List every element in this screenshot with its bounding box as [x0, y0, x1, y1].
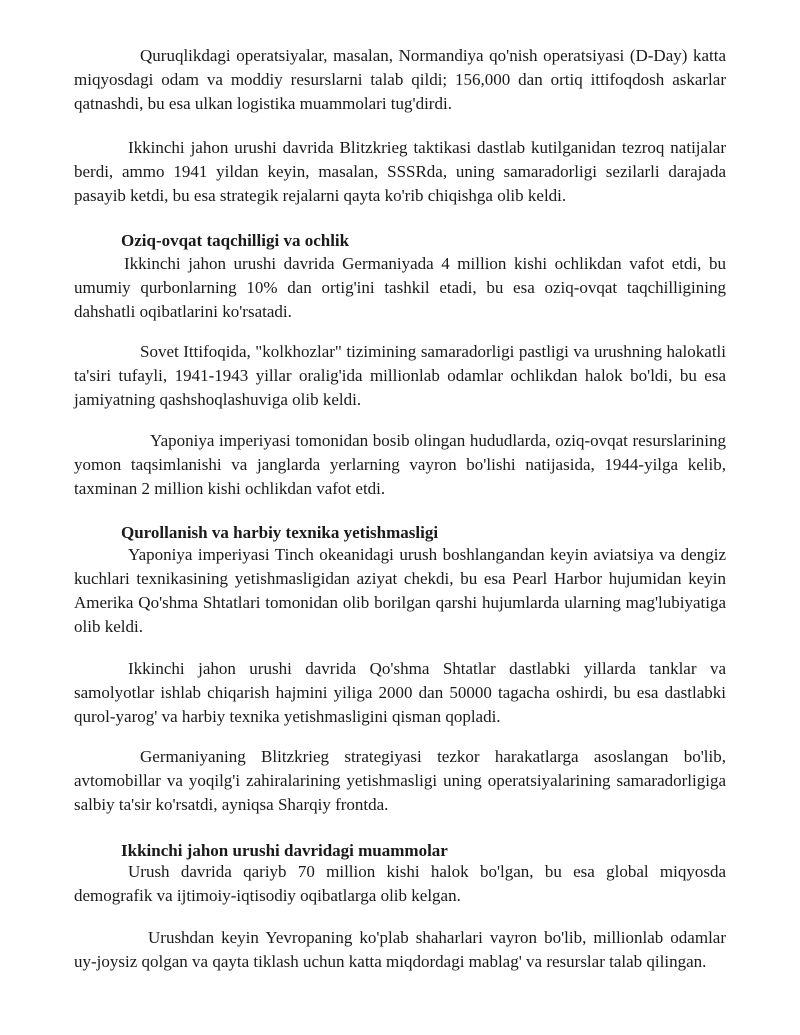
paragraph-germany-famine: Ikkinchi jahon urushi davrida Germaniyada 4 million kishi ochlikdan vafot etdi, bu umumiy qurbonlarning 10% dan ortig'ini tashkil etadi, bu esa oziq-ovqat taqchilligining dahshatli oqibatlarini ko'rsatadi.: [74, 254, 726, 321]
paragraph-normandy: Quruqlikdagi operatsiyalar, masalan, Normandiya qo'nish operatsiyasi (D-Day) katta miqyosdagi odam va moddiy resurslarni talab qildi; 156,000 dan ortiq ittifoqdosh askarlar qatnashdi, bu esa ulkan logistika muammolari tug'dirdi.: [74, 46, 726, 113]
paragraph-casualties: Urush davrida qariyb 70 million kishi halok bo'lgan, bu esa global miqyosda demografik va ijtimoiy-iqtisodiy oqibatlarga olib kelgan.: [74, 862, 726, 905]
paragraph-us-production: Ikkinchi jahon urushi davrida Qo'shma Shtatlar dastlabki yillarda tanklar va samolyotlar ishlab chiqarish hajmini yiliga 2000 dan 50000 tagacha oshirdi, bu esa dastlabki qurol-yarog' va harbiy texnika yetishmasligini qisman qopladi.: [74, 659, 726, 726]
heading-food-shortage: Oziq-ovqat taqchilligi va ochlik: [121, 231, 350, 250]
paragraph-japan-equipment: Yaponiya imperiyasi Tinch okeanidagi urush boshlangandan keyin aviatsiya va dengiz kuchlari texnikasining yetishmasligidan aziyat chekdi, bu esa Pearl Harbor hujumidan keyin Amerika Qo'shma Shtatlari tomonidan olib borilgan qarshi hujumlarda ularning mag'lubiyatiga olib keldi.: [74, 545, 726, 636]
paragraph-reconstruction: Urushdan keyin Yevropaning ko'plab shaharlari vayron bo'lib, millionlab odamlar uy-joysiz qolgan va qayta tiklash uchun katta miqdordagi mablag' va resurslar talab qilingan.: [74, 928, 726, 971]
heading-weapons-shortage: Qurollanish va harbiy texnika yetishmasligi: [121, 523, 439, 542]
paragraph-japan-famine: Yaponiya imperiyasi tomonidan bosib olingan hududlarda, oziq-ovqat resurslarining yomon taqsimlanishi va janglarda yerlarning vayron bo'lishi natijasida, 1944-yilga kelib, taxminan 2 million kishi ochlikdan vafot etdi.: [74, 431, 726, 498]
paragraph-soviet-famine: Sovet Ittifoqida, "kolkhozlar" tizimining samaradorligi pastligi va urushning halokatli ta'siri tufayli, 1941-1943 yillar oralig'ida millionlab odamlar ochlikdan halok bo'ldi, bu esa jamiyatning qashshoqlashuviga olib keldi.: [74, 342, 726, 409]
heading-war-problems: Ikkinchi jahon urushi davridagi muammolar: [121, 841, 448, 860]
paragraph-germany-fuel: Germaniyaning Blitzkrieg strategiyasi tezkor harakatlarga asoslangan bo'lib, avtomobillar va yoqilg'i zahiralarining yetishmasligi uning operatsiyalarining samaradorligiga salbiy ta'sir ko'rsatdi, ayniqsa Sharqiy frontda.: [74, 747, 726, 814]
paragraph-blitzkrieg-tactics: Ikkinchi jahon urushi davrida Blitzkrieg taktikasi dastlab kutilganidan tezroq natijalar berdi, ammo 1941 yildan keyin, masalan, SSSRda, uning samaradorligi sezilarli darajada pasayib ketdi, bu esa strategik rejalarni qayta ko'rib chiqishga olib keldi.: [74, 138, 726, 205]
